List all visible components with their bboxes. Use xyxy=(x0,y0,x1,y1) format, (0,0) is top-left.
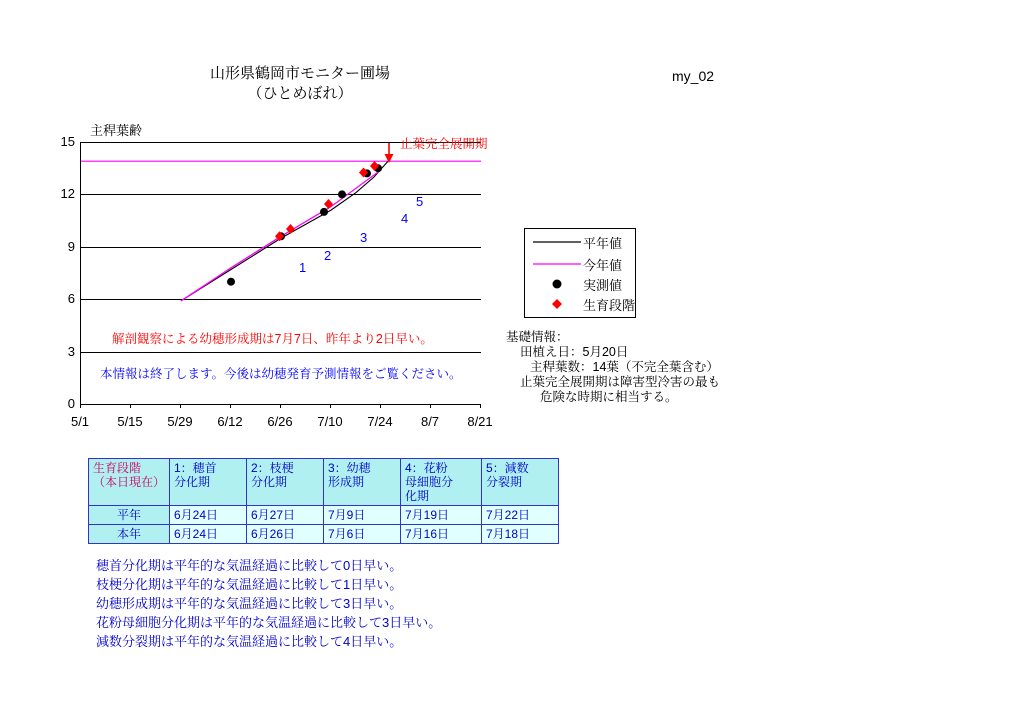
table-corner-line1: 生育段階 xyxy=(93,461,142,475)
table-col-header-4 xyxy=(401,459,482,506)
note-line-3: 幼穂形成期は平年的な気温経過に比較して3日早い。 xyxy=(96,596,403,611)
col1-line2: 分化期 xyxy=(174,475,211,489)
x-tick-4: 6/26 xyxy=(267,414,293,429)
cell-heinen-3: 7月9日 xyxy=(324,506,401,525)
y-tick-9: 9 xyxy=(67,238,75,254)
table-col-header-2 xyxy=(247,459,324,506)
data-point-observed xyxy=(338,190,346,198)
stage-number-5: 5 xyxy=(416,194,424,209)
row-label-honnen: 本年 xyxy=(89,525,170,544)
cell-heinen-2: 6月27日 xyxy=(247,506,324,525)
table-col-header-1 xyxy=(170,459,247,506)
notes-block xyxy=(96,556,441,651)
cell-heinen-5: 7月22日 xyxy=(482,506,559,525)
col1-line1: 1：穂首 xyxy=(174,461,217,475)
basic-info-line-1: 田植え日：5月20日 xyxy=(520,345,629,359)
stage-number-3: 3 xyxy=(360,230,368,245)
basic-info-line-4: 危険な時期に相当する。 xyxy=(540,390,678,404)
col5-line2: 分裂期 xyxy=(486,475,523,489)
stage-number-1: 1 xyxy=(299,260,307,275)
col2-line2: 分化期 xyxy=(251,475,288,489)
legend-label-heinenchi: 平年値 xyxy=(583,236,623,251)
stage-number-2: 2 xyxy=(324,248,332,263)
growth-stage-table xyxy=(88,458,559,544)
col4-line1: 4：花粉 xyxy=(405,461,448,475)
annotation-flagleaf: 止葉完全展開期 xyxy=(400,137,488,151)
note-line-5: 減数分裂期は平年的な気温経過に比較して4日早い。 xyxy=(96,634,403,649)
chart-legend xyxy=(524,228,636,318)
col2-line1: 2：枝梗 xyxy=(251,461,294,475)
col4-line3: 化期 xyxy=(405,489,430,503)
x-tick-2: 5/29 xyxy=(167,414,193,429)
x-tick-3: 6/12 xyxy=(217,414,243,429)
x-tick-8: 8/21 xyxy=(467,414,493,429)
cell-honnen-3: 7月6日 xyxy=(324,525,401,544)
y-axis-label: 主稈葉齢 xyxy=(90,123,143,138)
y-tick-0: 0 xyxy=(67,396,75,411)
y-tick-12: 12 xyxy=(60,186,75,202)
data-point-observed xyxy=(227,278,235,286)
stage-number-4: 4 xyxy=(401,211,409,226)
basic-info-heading: 基礎情報： xyxy=(506,330,569,344)
col3-line2: 形成期 xyxy=(328,475,365,489)
legend-item-growth-stage xyxy=(525,293,635,315)
legend-label-kotoshichi: 今年値 xyxy=(583,258,623,273)
field-code-label: my_02 xyxy=(672,68,715,84)
x-axis xyxy=(70,404,493,434)
table-corner-cell xyxy=(89,459,170,506)
data-point-observed xyxy=(320,208,328,216)
y-tick-6: 6 xyxy=(67,291,75,307)
table-col-header-3 xyxy=(324,459,401,506)
x-tick-1: 5/15 xyxy=(117,414,143,429)
col4-line2: 母細胞分 xyxy=(405,475,454,489)
cell-honnen-2: 6月26日 xyxy=(247,525,324,544)
basic-info-block xyxy=(506,330,720,405)
annotation-closing: 本情報は終了します。今後は幼穂発育予測情報をご覧ください。 xyxy=(100,367,462,381)
table-row xyxy=(89,525,559,544)
cell-honnen-4: 7月16日 xyxy=(401,525,482,544)
cell-heinen-1: 6月24日 xyxy=(170,506,247,525)
note-line-1: 穂首分化期は平年的な気温経過に比較して0日早い。 xyxy=(96,558,403,573)
cell-heinen-4: 7月19日 xyxy=(401,506,482,525)
legend-item-kotoshichi xyxy=(525,253,635,275)
legend-label-growth-stage: 生育段階 xyxy=(583,298,636,313)
x-tick-6: 7/24 xyxy=(367,414,393,429)
row-label-heinen: 平年 xyxy=(89,506,170,525)
legend-item-observed xyxy=(525,273,635,295)
x-tick-5: 7/10 xyxy=(317,414,343,429)
col3-line1: 3：幼穂 xyxy=(328,461,371,475)
legend-item-heinenchi xyxy=(525,231,635,253)
col5-line1: 5：減数 xyxy=(486,461,529,475)
table-col-header-5 xyxy=(482,459,559,506)
table-header-row xyxy=(89,459,559,506)
table-corner-line2: （本日現在） xyxy=(93,475,166,489)
cell-honnen-5: 7月18日 xyxy=(482,525,559,544)
note-line-4: 花粉母細胞分化期は平年的な気温経過に比較して3日早い。 xyxy=(96,615,442,630)
basic-info-line-3: 止葉完全展開期は障害型冷害の最も xyxy=(520,375,721,389)
basic-info-line-2: 主稈葉数：14葉（不完全葉含む） xyxy=(530,360,719,374)
page-title-line1: 山形県鶴岡市モニター圃場 xyxy=(209,65,390,82)
table-row xyxy=(89,506,559,525)
x-tick-7: 8/7 xyxy=(420,414,440,429)
annotation-dissection: 解剖観察による幼穂形成期は7月7日、昨年より2日早い。 xyxy=(112,332,433,346)
page-title-line2: （ひとめぼれ） xyxy=(247,85,353,102)
x-tick-0: 5/1 xyxy=(70,414,90,429)
y-tick-3: 3 xyxy=(67,343,75,359)
cell-honnen-1: 6月24日 xyxy=(170,525,247,544)
note-line-2: 枝梗分化期は平年的な気温経過に比較して1日早い。 xyxy=(96,577,403,592)
legend-label-observed: 実測値 xyxy=(583,278,623,293)
y-tick-15: 15 xyxy=(60,134,75,149)
